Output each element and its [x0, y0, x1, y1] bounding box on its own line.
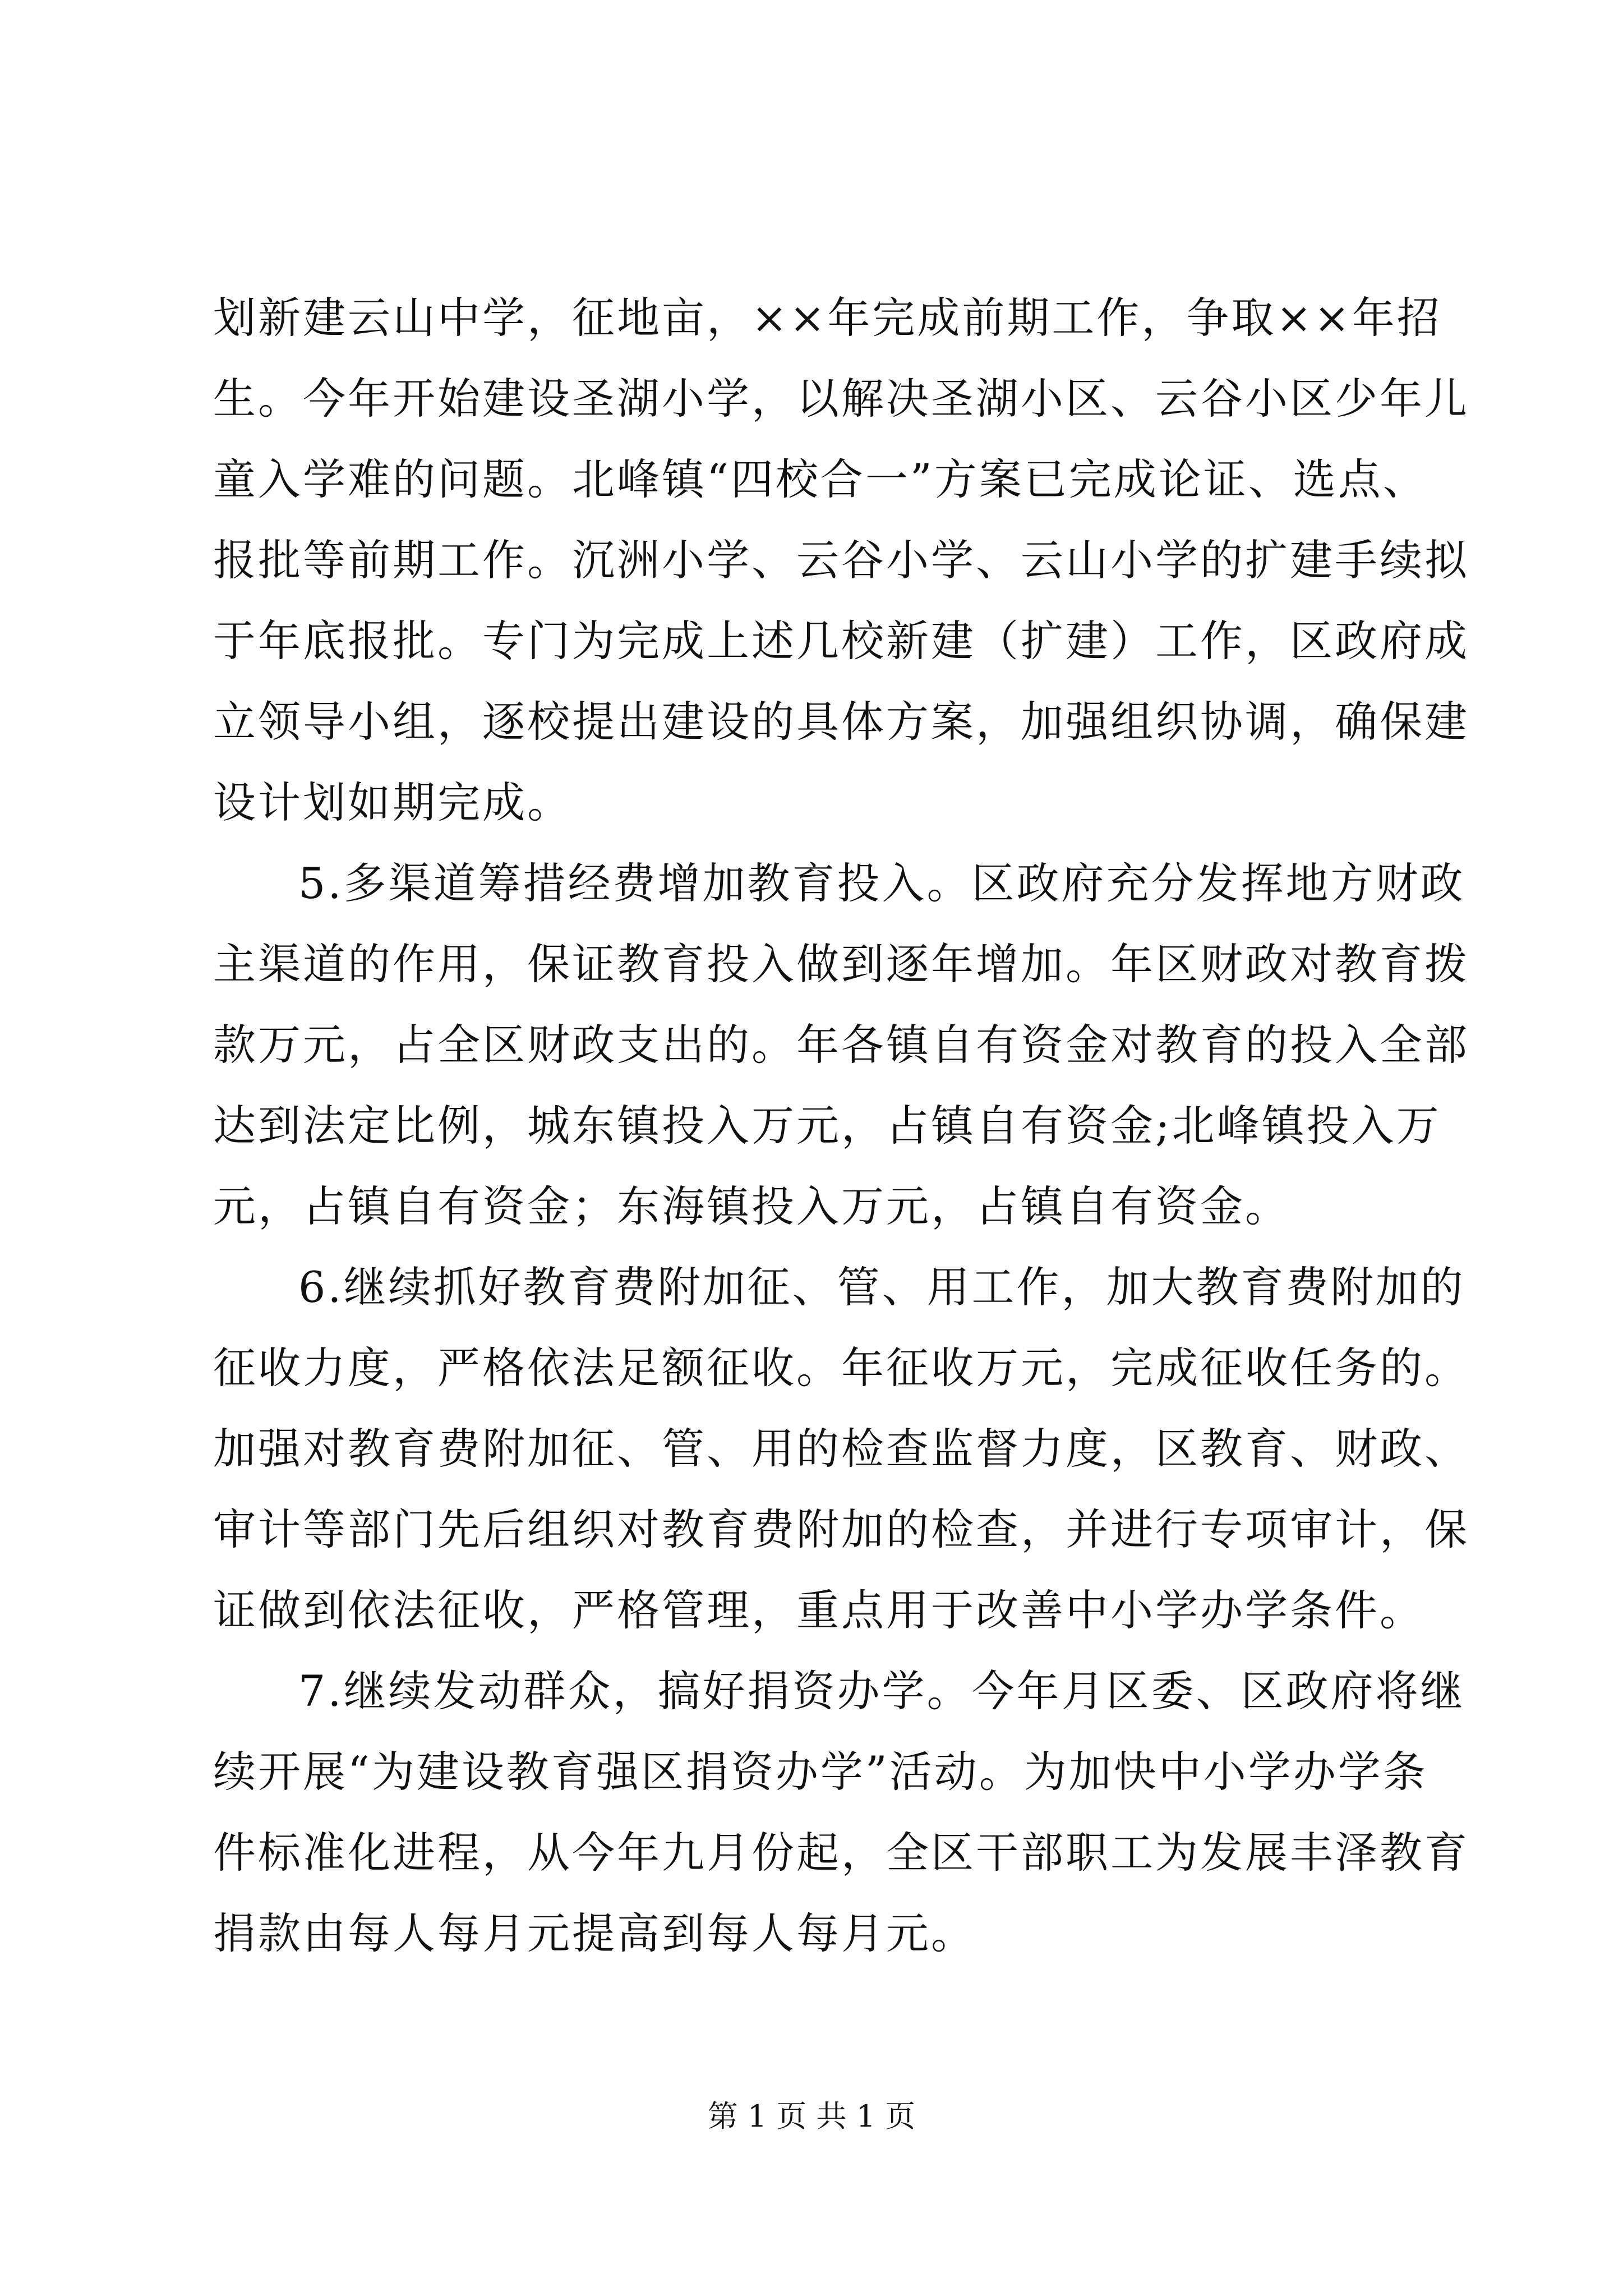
text-line: 立领导小组，逐校提出建设的具体方案，加强组织协调，确保建 [213, 697, 1469, 747]
text-line: 证做到依法征收，严格管理，重点用于改善中小学办学条件。 [213, 1585, 1424, 1635]
text-line: 童入学难的问题。北峰镇“四校合一”方案已完成论证、选点、 [213, 454, 1428, 504]
paragraph-6-first-line: 6.继续抓好教育费附加征、管、用工作，加大教育费附加的 [298, 1262, 1465, 1312]
text-line: 件标准化进程，从今年九月份起，全区干部职工为发展丰泽教育 [213, 1828, 1469, 1878]
text-line: 划新建云山中学，征地亩，××年完成前期工作，争取××年招 [213, 293, 1442, 343]
document-body [213, 278, 1469, 1974]
page-footer: 第 1 页 共 1 页 [707, 2099, 916, 2134]
text-line: 元，占镇自有资金；东海镇投入万元，占镇自有资金。 [213, 1181, 1290, 1231]
paragraph-5-first-line: 5.多渠道筹措经费增加教育投入。区政府充分发挥地方财政 [298, 858, 1465, 908]
paragraph-7-first-line: 7.继续发动群众，搞好捐资办学。今年月区委、区政府将继 [298, 1666, 1465, 1716]
text-line: 征收力度，严格依法足额征收。年征收万元，完成征收任务的。 [213, 1343, 1469, 1393]
text-line: 捐款由每人每月元提高到每人每月元。 [213, 1908, 976, 1958]
text-line: 报批等前期工作。沉洲小学、云谷小学、云山小学的扩建手续拟 [213, 535, 1469, 585]
text-line: 款万元，占全区财政支出的。年各镇自有资金对教育的投入全部 [213, 1020, 1469, 1070]
text-line: 达到法定比例，城东镇投入万元，占镇自有资金;北峰镇投入万 [213, 1101, 1441, 1151]
text-line: 生。今年开始建设圣湖小学，以解决圣湖小区、云谷小区少年儿 [213, 374, 1469, 424]
text-line: 设计划如期完成。 [213, 777, 572, 827]
text-line: 续开展“为建设教育强区捐资办学”活动。为加快中小学办学条 [213, 1747, 1428, 1797]
text-line: 审计等部门先后组织对教育费附加的检查，并进行专项审计，保 [213, 1504, 1469, 1554]
text-line: 于年底报批。专门为完成上述几校新建（扩建）工作，区政府成 [213, 616, 1469, 666]
text-line: 加强对教育费附加征、管、用的检查监督力度，区教育、财政、 [213, 1424, 1469, 1474]
text-line: 主渠道的作用，保证教育投入做到逐年增加。年区财政对教育拨 [213, 939, 1469, 989]
